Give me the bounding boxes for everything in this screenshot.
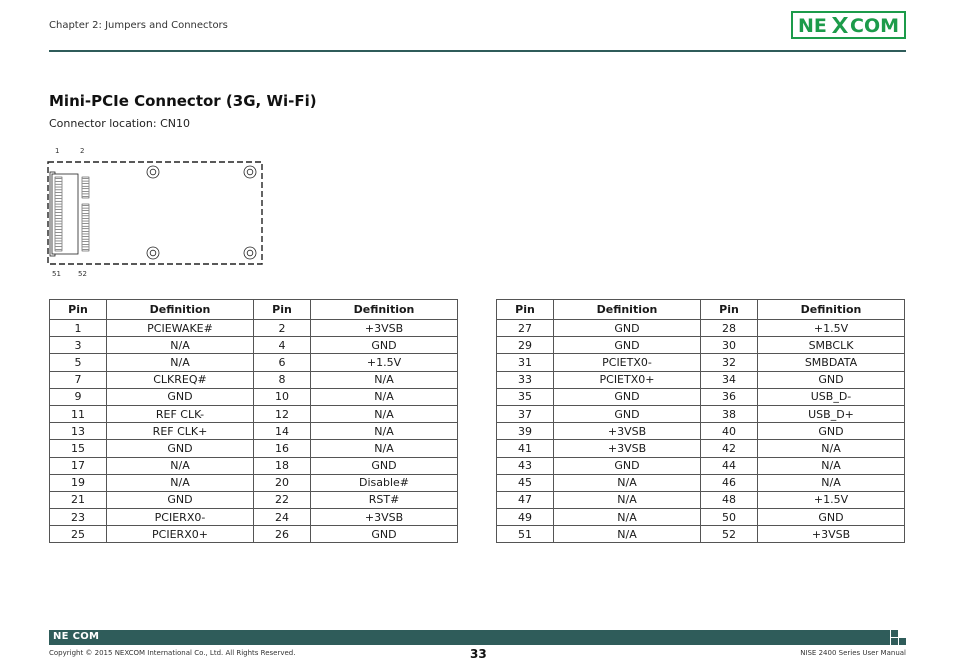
pin-definition-cell: N/A: [758, 440, 905, 457]
table-row: [497, 526, 905, 543]
pin-label-52: 52: [78, 270, 87, 278]
pin-definition-cell: GND: [311, 526, 458, 543]
table-row: [497, 491, 905, 508]
pin-number-cell: 33: [497, 371, 554, 388]
pin-number-cell: 39: [497, 423, 554, 440]
table-row: [50, 423, 458, 440]
pin-number-cell: 22: [254, 491, 311, 508]
table-row: [497, 423, 905, 440]
pin-definition-cell: GND: [554, 320, 701, 337]
pin-number-cell: 18: [254, 457, 311, 474]
pin-definition-cell: N/A: [311, 388, 458, 405]
pin-definition-cell: N/A: [107, 457, 254, 474]
pin-number-cell: 17: [50, 457, 107, 474]
pin-number-cell: 41: [497, 440, 554, 457]
pin-number-cell: 24: [254, 509, 311, 526]
manual-name: NISE 2400 Series User Manual: [800, 649, 906, 657]
footer-logo: NE COM: [53, 631, 100, 642]
pin-definition-cell: Disable#: [311, 474, 458, 491]
table-row: [497, 457, 905, 474]
pin-definition-cell: PCIERX0+: [107, 526, 254, 543]
pin-definition-cell: GND: [758, 423, 905, 440]
pin-definition-cell: N/A: [758, 457, 905, 474]
pin-definition-cell: GND: [107, 440, 254, 457]
pin-definition-cell: GND: [311, 457, 458, 474]
pin-definition-cell: +1.5V: [758, 491, 905, 508]
table-row: [497, 440, 905, 457]
pin-number-cell: 49: [497, 509, 554, 526]
connector-diagram: [46, 160, 264, 266]
pin-number-cell: 34: [701, 371, 758, 388]
pin-definition-cell: GND: [554, 337, 701, 354]
table-row: [497, 388, 905, 405]
pin-definition-cell: REF CLK-: [107, 405, 254, 422]
pin-number-cell: 16: [254, 440, 311, 457]
pin-number-cell: 42: [701, 440, 758, 457]
pin-definition-cell: USB_D+: [758, 405, 905, 422]
pin-number-cell: 47: [497, 491, 554, 508]
table-row: [50, 354, 458, 371]
pin-definition-cell: +3VSB: [758, 526, 905, 543]
pin-number-cell: 4: [254, 337, 311, 354]
header-pin: Pin: [497, 300, 554, 320]
pin-number-cell: 26: [254, 526, 311, 543]
pin-definition-cell: +3VSB: [311, 509, 458, 526]
pin-definition-cell: N/A: [554, 509, 701, 526]
pin-definition-cell: N/A: [311, 405, 458, 422]
mounting-holes: [147, 166, 256, 259]
pin-definition-cell: GND: [107, 491, 254, 508]
pin-number-cell: 11: [50, 405, 107, 422]
pin-number-cell: 52: [701, 526, 758, 543]
pin-definition-cell: +1.5V: [758, 320, 905, 337]
pin-number-cell: 45: [497, 474, 554, 491]
pin-number-cell: 2: [254, 320, 311, 337]
pin-number-cell: 30: [701, 337, 758, 354]
pin-number-cell: 27: [497, 320, 554, 337]
pin-definition-cell: N/A: [311, 440, 458, 457]
pin-definition-cell: N/A: [107, 474, 254, 491]
pin-number-cell: 1: [50, 320, 107, 337]
page-number: 33: [470, 647, 487, 661]
pin-definition-cell: N/A: [107, 337, 254, 354]
header-divider: [49, 50, 906, 52]
pin-definition-cell: +3VSB: [554, 423, 701, 440]
header-definition: Definition: [554, 300, 701, 320]
table-row: [497, 337, 905, 354]
pin-definition-cell: PCIETX0-: [554, 354, 701, 371]
pin-table-right: [496, 299, 905, 543]
table-row: [497, 371, 905, 388]
pin-number-cell: 38: [701, 405, 758, 422]
pin-definition-cell: RST#: [311, 491, 458, 508]
pin-label-1: 1: [55, 147, 60, 155]
pin-number-cell: 48: [701, 491, 758, 508]
table-row: [50, 457, 458, 474]
nexcom-logo: [791, 11, 906, 39]
svg-text:NE: NE: [798, 15, 827, 36]
pin-number-cell: 3: [50, 337, 107, 354]
copyright-text: Copyright © 2015 NEXCOM International Co., Ltd. All Rights Reserved.: [49, 649, 296, 657]
pin-number-cell: 36: [701, 388, 758, 405]
nexcom-logo-mark: [796, 14, 901, 36]
pin-number-cell: 25: [50, 526, 107, 543]
table-row: [497, 405, 905, 422]
pin-number-cell: 31: [497, 354, 554, 371]
pin-definition-cell: N/A: [554, 491, 701, 508]
pin-definition-cell: +3VSB: [554, 440, 701, 457]
pin-definition-cell: N/A: [311, 371, 458, 388]
pin-number-cell: 5: [50, 354, 107, 371]
pin-number-cell: 50: [701, 509, 758, 526]
table-row: [497, 509, 905, 526]
table-row: [50, 320, 458, 337]
pin-number-cell: 21: [50, 491, 107, 508]
table-row: [50, 388, 458, 405]
pin-number-cell: 40: [701, 423, 758, 440]
pin-number-cell: 23: [50, 509, 107, 526]
pin-definition-cell: GND: [554, 457, 701, 474]
pin-definition-cell: N/A: [554, 474, 701, 491]
header-pin: Pin: [701, 300, 758, 320]
pin-number-cell: 15: [50, 440, 107, 457]
table-row: [50, 491, 458, 508]
pin-definition-cell: N/A: [311, 423, 458, 440]
header-pin: Pin: [254, 300, 311, 320]
pin-table-left: [49, 299, 458, 543]
pin-definition-cell: +1.5V: [311, 354, 458, 371]
pin-number-cell: 44: [701, 457, 758, 474]
pin-definition-cell: REF CLK+: [107, 423, 254, 440]
pin-definition-cell: GND: [554, 405, 701, 422]
header-definition: Definition: [107, 300, 254, 320]
pin-number-cell: 35: [497, 388, 554, 405]
table-row: [50, 337, 458, 354]
pin-number-cell: 6: [254, 354, 311, 371]
pin-number-cell: 7: [50, 371, 107, 388]
table-row: [50, 371, 458, 388]
pin-definition-cell: GND: [107, 388, 254, 405]
pin-definition-cell: USB_D-: [758, 388, 905, 405]
pin-number-cell: 10: [254, 388, 311, 405]
pin-number-cell: 8: [254, 371, 311, 388]
pin-number-cell: 32: [701, 354, 758, 371]
pin-number-cell: 12: [254, 405, 311, 422]
connector-location: Connector location: CN10: [49, 117, 190, 130]
header-pin: Pin: [50, 300, 107, 320]
pin-number-cell: 37: [497, 405, 554, 422]
footer-decor-square: [899, 638, 906, 645]
pin-number-cell: 19: [50, 474, 107, 491]
pin-number-cell: 46: [701, 474, 758, 491]
pin-definition-cell: GND: [758, 371, 905, 388]
pin-definition-cell: +3VSB: [311, 320, 458, 337]
table-header-row: [50, 300, 458, 320]
footer-bar: [49, 630, 890, 645]
pin-definition-cell: SMBCLK: [758, 337, 905, 354]
table-row: [50, 405, 458, 422]
pin-definition-cell: CLKREQ#: [107, 371, 254, 388]
pin-definition-cell: N/A: [554, 526, 701, 543]
pin-definition-cell: GND: [758, 509, 905, 526]
table-row: [50, 509, 458, 526]
pin-number-cell: 13: [50, 423, 107, 440]
pin-number-cell: 29: [497, 337, 554, 354]
chapter-heading: Chapter 2: Jumpers and Connectors: [49, 20, 228, 31]
section-title: Mini-PCIe Connector (3G, Wi-Fi): [49, 92, 317, 110]
footer-decor-square: [891, 638, 898, 645]
table-row: [50, 474, 458, 491]
pin-definition-cell: PCIERX0-: [107, 509, 254, 526]
pin-number-cell: 43: [497, 457, 554, 474]
table-row: [50, 440, 458, 457]
pin-definition-cell: PCIETX0+: [554, 371, 701, 388]
pin-definition-cell: N/A: [758, 474, 905, 491]
pin-definition-cell: GND: [554, 388, 701, 405]
table-row: [497, 474, 905, 491]
footer-decor-square: [891, 630, 898, 637]
svg-text:COM: COM: [850, 15, 900, 36]
pin-number-cell: 20: [254, 474, 311, 491]
pin-definition-cell: PCIEWAKE#: [107, 320, 254, 337]
pin-number-cell: 28: [701, 320, 758, 337]
pin-label-2: 2: [80, 147, 85, 155]
table-row: [497, 354, 905, 371]
pin-definition-cell: N/A: [107, 354, 254, 371]
header-definition: Definition: [311, 300, 458, 320]
table-row: [497, 320, 905, 337]
pin-definition-cell: SMBDATA: [758, 354, 905, 371]
pin-number-cell: 9: [50, 388, 107, 405]
pin-number-cell: 51: [497, 526, 554, 543]
pin-number-cell: 14: [254, 423, 311, 440]
header-definition: Definition: [758, 300, 905, 320]
table-header-row: [497, 300, 905, 320]
pin-definition-cell: GND: [311, 337, 458, 354]
table-row: [50, 526, 458, 543]
pin-label-51: 51: [52, 270, 61, 278]
